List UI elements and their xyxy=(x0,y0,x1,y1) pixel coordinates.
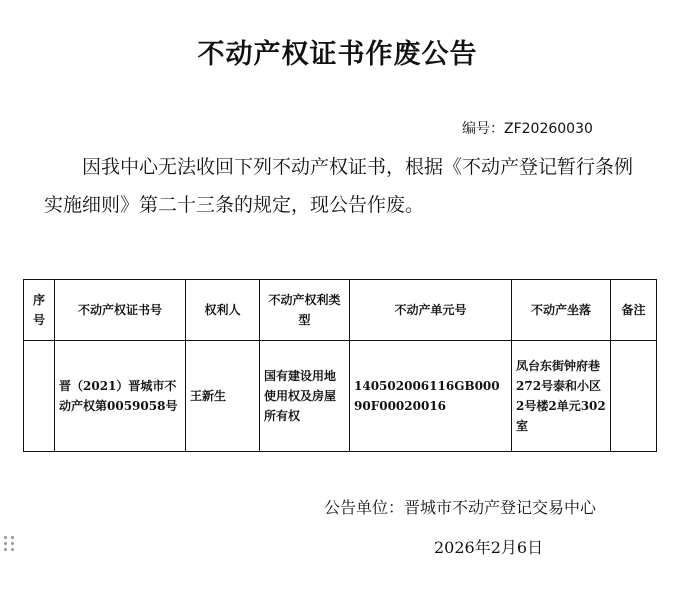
header-holder: 权利人 xyxy=(186,280,260,341)
header-index: 序号 xyxy=(24,280,55,341)
table-header-row xyxy=(24,280,657,341)
cell-certificate-no: 晋（2021）晋城市不动产权第0059058号 xyxy=(55,341,186,452)
page-title: 不动产权证书作废公告 xyxy=(197,39,478,70)
cell-unit-no: 140502006116GB00090F00020016 xyxy=(350,341,512,452)
drag-handle-icon[interactable] xyxy=(4,536,16,552)
header-certificate-no: 不动产权证书号 xyxy=(55,280,186,341)
header-location: 不动产坐落 xyxy=(512,280,611,341)
cell-holder: 王新生 xyxy=(186,341,260,452)
header-unit-no: 不动产单元号 xyxy=(350,280,512,341)
table-row xyxy=(24,341,657,452)
issue-date: 2026年2月6日 xyxy=(434,538,544,557)
document-number xyxy=(462,118,593,138)
header-remark: 备注 xyxy=(611,280,657,341)
cell-index xyxy=(24,341,55,452)
issuing-organization: 公告单位：晋城市不动产登记交易中心 xyxy=(324,498,597,517)
certificate-table xyxy=(23,279,657,452)
notice-body: 因我中心无法收回下列不动产权证书，根据《不动产登记暂行条例实施细则》第二十三条的规定，现公告作废。 xyxy=(44,156,634,216)
cell-remark xyxy=(611,341,657,452)
cell-right-type: 国有建设用地使用权及房屋所有权 xyxy=(260,341,350,452)
document-number-value: ZF20260030 xyxy=(504,121,593,137)
header-right-type: 不动产权利类型 xyxy=(260,280,350,341)
document-number-label: 编号： xyxy=(462,121,504,137)
cell-location: 凤台东街钟府巷272号泰和小区2号楼2单元302室 xyxy=(512,341,611,452)
